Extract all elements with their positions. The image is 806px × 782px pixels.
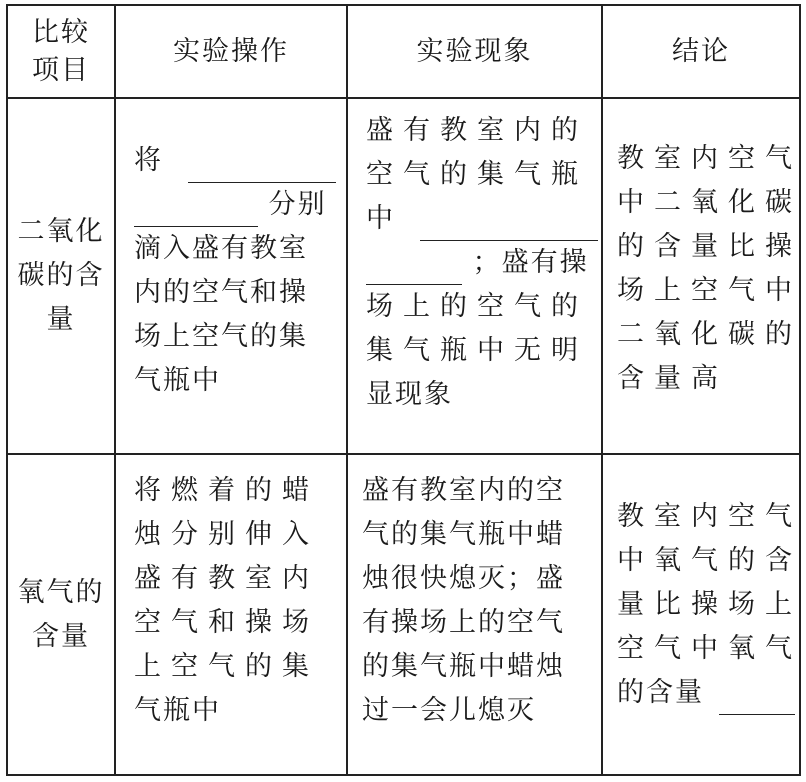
table-row-o2: [8, 455, 802, 774]
header-phenomenon-label: 实验现象: [416, 35, 533, 67]
conclusion-o2-line1: 教室内空气: [617, 501, 802, 532]
conclusion-co2-line3: 的含量比操: [617, 231, 802, 262]
phenomenon-o2-line3: 烛很快熄灭；盛: [362, 563, 565, 594]
operation-o2-line2: 烛分别伸入: [134, 519, 319, 550]
conclusion-co2-line5: 二氧化碳的: [617, 319, 802, 350]
operation-co2-line1-text: 将: [134, 145, 163, 176]
comparison-table: [6, 4, 801, 776]
operation-o2: [116, 455, 348, 774]
header-compare-item: [8, 6, 116, 97]
operation-co2-line1: [134, 139, 334, 183]
answer-blank-reagent-part2[interactable]: [134, 198, 258, 227]
phenomenon-co2-line3-text: 中: [366, 203, 395, 234]
conclusion-o2-line4: 空气中氧气: [617, 633, 802, 664]
conclusion-o2-line3: 量比操场上: [617, 589, 802, 620]
phenomenon-co2-line5: 场上的空气的: [366, 291, 588, 322]
phenomenon-o2-line6: 过一会儿熄灭: [362, 695, 536, 726]
phenomenon-co2-line6: 集气瓶中无明: [366, 335, 588, 366]
table-row-co2: [8, 99, 802, 455]
operation-co2-line4: 内的空气和操: [134, 277, 308, 308]
answer-blank-phenomenon-part1[interactable]: [420, 212, 598, 241]
item-o2-line2: 含量: [32, 620, 90, 652]
item-co2: [8, 99, 116, 453]
operation-o2-line1: 将燃着的蜡: [134, 475, 319, 506]
phenomenon-o2-line5: 的集气瓶中蜡烛: [362, 651, 565, 682]
header-phenomenon: [348, 6, 603, 97]
phenomenon-o2-line2: 气的集气瓶中蜡: [362, 519, 565, 550]
item-o2: [8, 455, 116, 774]
phenomenon-co2-line4-text: ；盛有操: [472, 247, 589, 278]
phenomenon-co2-line4: [366, 241, 589, 285]
conclusion-o2: [603, 455, 802, 774]
phenomenon-o2-line4: 有操场上的空气: [362, 607, 565, 638]
item-co2-line2: 碳的含: [17, 260, 105, 291]
operation-co2-line2-text: 分别: [268, 189, 327, 220]
operation-co2-line3: 滴入盛有教室: [134, 233, 308, 264]
conclusion-co2-line6: 含量高: [617, 363, 728, 394]
header-conclusion: [603, 6, 799, 97]
header-compare-item-line1: 比较: [32, 16, 90, 48]
operation-co2: [116, 99, 348, 453]
item-o2-line1: 氧气的: [17, 576, 105, 608]
answer-blank-phenomenon-part2[interactable]: [366, 256, 462, 285]
item-co2-line3: 量: [46, 304, 76, 335]
phenomenon-co2-line2: 空气的集气瓶: [366, 159, 588, 190]
header-operation: [116, 6, 348, 97]
conclusion-o2-line2: 中氧气的含: [617, 545, 802, 576]
header-operation-label: 实验操作: [173, 35, 289, 67]
answer-blank-conclusion[interactable]: [719, 686, 795, 715]
conclusion-co2-line1: 教室内空气: [617, 143, 802, 174]
table-header-row: [8, 6, 799, 99]
operation-o2-line5: 上空气的集: [134, 651, 319, 682]
operation-o2-line4: 空气和操场: [134, 607, 319, 638]
phenomenon-co2-line3: [366, 197, 589, 241]
phenomenon-o2-line1: 盛有教室内的空: [362, 475, 565, 506]
phenomenon-co2-line7: 显现象: [366, 379, 453, 410]
phenomenon-co2: [348, 99, 603, 453]
operation-o2-line6: 气瓶中: [134, 695, 221, 726]
conclusion-o2-line5-text: 的含量: [617, 677, 704, 708]
conclusion-co2: [603, 99, 802, 453]
header-conclusion-label: 结论: [672, 35, 730, 67]
operation-co2-line5: 场上空气的集: [134, 321, 308, 352]
operation-co2-line2: [134, 183, 334, 227]
answer-blank-reagent-part1[interactable]: [188, 154, 336, 183]
phenomenon-o2: [348, 455, 603, 774]
phenomenon-co2-line1: 盛有教室内的: [366, 115, 588, 146]
conclusion-co2-line2: 中二氧化碳: [617, 187, 802, 218]
conclusion-co2-line4: 场上空气中: [617, 275, 802, 306]
header-compare-item-line2: 项目: [32, 54, 90, 86]
item-co2-line1: 二氧化: [17, 216, 105, 247]
operation-o2-line3: 盛有教室内: [134, 563, 319, 594]
conclusion-o2-line5: [617, 671, 787, 715]
operation-co2-line6: 气瓶中: [134, 365, 221, 396]
